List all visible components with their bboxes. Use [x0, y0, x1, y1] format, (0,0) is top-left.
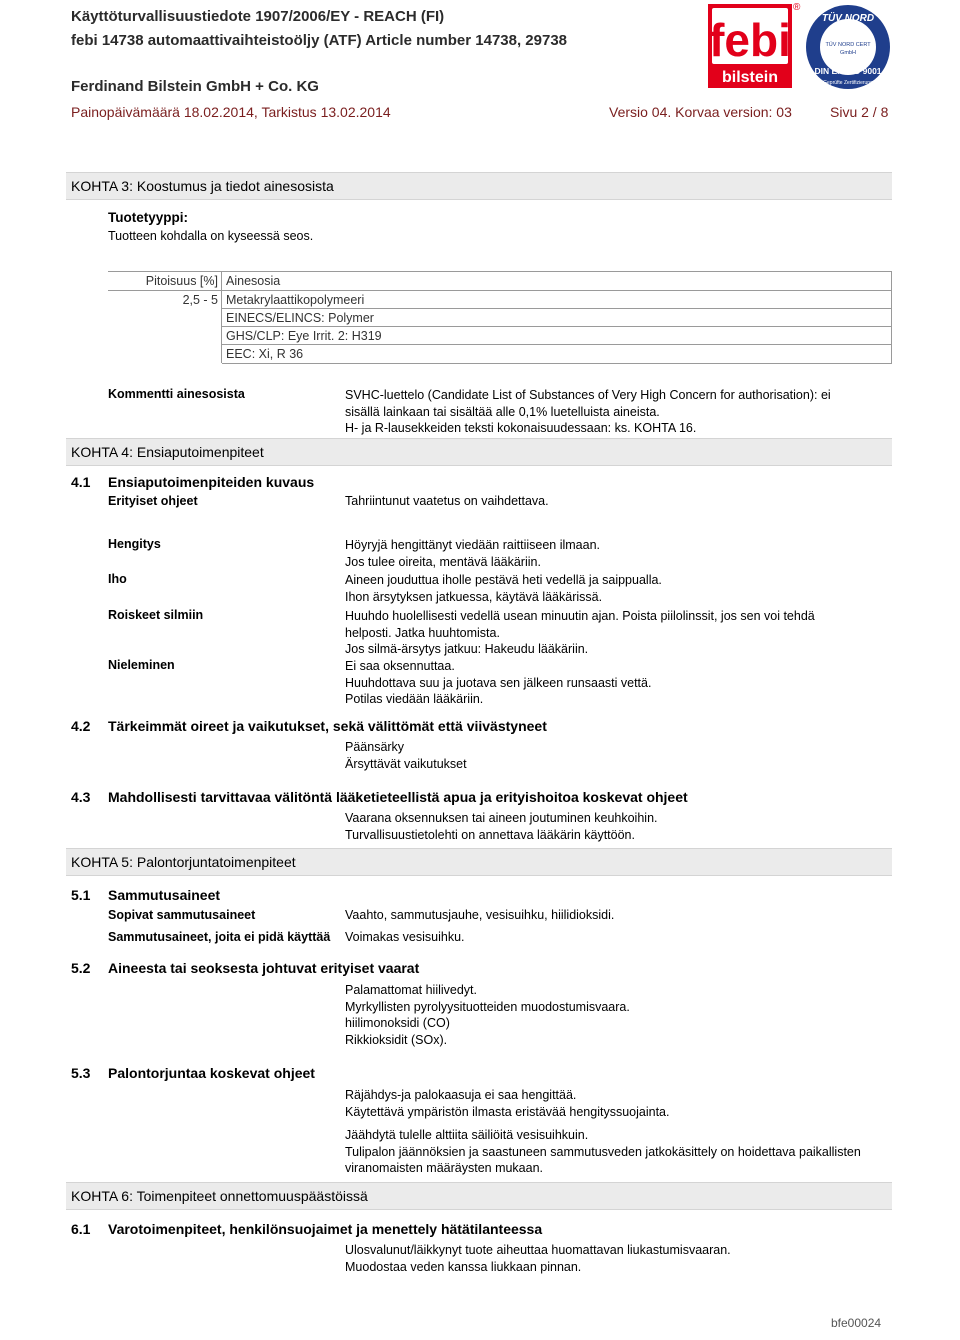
breathing-text: Höyryjä hengittänyt viedään raittiiseen ilmaan. Jos tulee oireita, mentävä lääkäriin.: [345, 538, 600, 569]
s41-number: 4.1: [71, 474, 91, 490]
s61-number: 6.1: [71, 1221, 91, 1237]
s43-number: 4.3: [71, 789, 91, 805]
s53-text-a: Räjähdys-ja palokaasuja ei saa hengittää. Käytettävä ympäristön ilmasta eristävää hengityssuojainta.: [345, 1088, 670, 1119]
product-title: febi 14738 automaattivaihteistoöljy (ATF) Article number 14738, 29738: [71, 32, 568, 49]
s42-title: Tärkeimmät oireet ja vaikutukset, sekä välittömät että viivästyneet: [108, 718, 547, 734]
tuv-cert-text: TÜV NORD CERT: [825, 42, 871, 48]
comment-text: SVHC-luettelo (Candidate List of Substances of Very High Concern for authorisation): ei sisällä lainkaan tai sisältää alle 0,1% luetelluista aineista. H- ja R-lausekkeiden teksti kokonaisuudessaan: ks. KOHTA 16.: [345, 388, 831, 435]
febi-bilstein-logo: [708, 4, 792, 88]
product-type-label: Tuotetyyppi:: [108, 210, 188, 225]
s42-number: 4.2: [71, 718, 91, 734]
table-header-concentration: Pitoisuus [%]: [145, 274, 218, 288]
s51-title: Sammutusaineet: [108, 887, 221, 903]
skin-label: Iho: [108, 572, 127, 586]
table-cell-eec: EEC: Xi, R 36: [226, 347, 304, 361]
s61-text: Ulosvalunut/läikkynyt tuote aiheuttaa huomattavan liukastumisvaaran. Muodostaa veden kanssa liukkaan pinnan.: [345, 1243, 731, 1274]
bilstein-logo-text: bilstein: [721, 69, 779, 86]
skin-text: Aineen jouduttua iholle pestävä heti vedellä ja saippualla. Ihon ärsytyksen jatkuessa, käytävä lääkärissä.: [345, 573, 662, 604]
tuv-nord-seal: [805, 4, 891, 90]
s52-text: Palamattomat hiilivedyt. Myrkyllisten pyrolyysituotteiden muodostumisvaara. hiilimonoksidi (CO) Rikkioksidit (SOx).: [345, 983, 630, 1047]
comment-label: Kommentti ainesosista: [108, 387, 245, 401]
tuv-gmbh-text: GmbH: [840, 50, 856, 56]
special-text: Tahriintunut vaatetus on vaihdettava.: [345, 494, 549, 508]
s52-title: Aineesta tai seoksesta johtuvat erityiset vaarat: [108, 960, 420, 976]
section5-heading: KOHTA 5: Palontorjuntatoimenpiteet: [66, 848, 892, 876]
s43-text: Vaarana oksennuksen tai aineen joutuminen keuhkoihin. Turvallisuustietolehti on annettava lääkärin käyttöön.: [345, 811, 658, 842]
registered-mark: ®: [793, 2, 801, 13]
product-type-text: Tuotteen kohdalla on kyseessä seos.: [108, 229, 314, 243]
s52-number: 5.2: [71, 960, 91, 976]
table-cell-substance: Metakrylaattikopolymeeri: [226, 293, 365, 307]
breathing-label: Hengitys: [108, 537, 161, 551]
tuv-top-text: TÜV NORD: [821, 13, 875, 24]
tuv-bottom-text: Geprüfte Zertifizierung: [823, 80, 873, 86]
section3-heading: KOHTA 3: Koostumus ja tiedot ainesosista: [66, 172, 892, 200]
suitable-label: Sopivat sammutusaineet: [108, 908, 256, 922]
s53-text-b: Jäähdytä tulelle alttiita säiliöitä vesisuihkuin. Tulipalon jäännöksien ja saastuneen sammutusveden jatkokäsittely on hoidettava paikallisten viranomaisten määräysten mukaan.: [345, 1128, 861, 1175]
section6-heading: KOHTA 6: Toimenpiteet onnettomuuspäästöissä: [66, 1182, 892, 1210]
table-cell-ghs: GHS/CLP: Eye Irrit. 2: H319: [226, 329, 382, 343]
company-name: Ferdinand Bilstein GmbH + Co. KG: [71, 78, 319, 95]
s53-title: Palontorjuntaa koskevat ohjeet: [108, 1065, 315, 1081]
s51-number: 5.1: [71, 887, 91, 903]
unsuitable-label: Sammutusaineet, joita ei pidä käyttää: [108, 930, 331, 944]
table-header-ingredients: Ainesosia: [226, 274, 281, 288]
suitable-text: Vaahto, sammutusjauhe, vesisuihku, hiilidioksidi.: [345, 908, 615, 922]
eyes-label: Roiskeet silmiin: [108, 608, 204, 622]
s43-title: Mahdollisesti tarvittavaa välitöntä lääketieteellistä apua ja erityishoitoa koskevat ohjeet: [108, 789, 688, 805]
ingestion-text: Ei saa oksennuttaa. Huuhdottava suu ja juotava sen jälkeen runsaasti vettä. Potilas viedään lääkäriin.: [345, 659, 652, 706]
eyes-text: Huuhdo huolellisesti vedellä usean minuutin ajan. Poista piilolinssit, jos sen voi tehdä helposti. Jatka huuhtomista. Jos silmä-ärsytys jatkuu: Hakeudu lääkäriin.: [345, 609, 815, 656]
unsuitable-text: Voimakas vesisuihku.: [345, 930, 465, 944]
s42-text: Päänsärky Ärsyttävät vaikutukset: [345, 740, 467, 771]
section4-heading: KOHTA 4: Ensiaputoimenpiteet: [66, 438, 892, 466]
s41-title: Ensiaputoimenpiteiden kuvaus: [108, 474, 315, 490]
s61-title: Varotoimenpiteet, henkilönsuojaimet ja menettely hätätilanteessa: [108, 1221, 543, 1237]
table-cell-concentration: 2,5 - 5: [182, 293, 218, 307]
s53-number: 5.3: [71, 1065, 91, 1081]
version-info: Versio 04. Korvaa version: 03: [609, 104, 792, 120]
document-title: Käyttöturvallisuustiedote 1907/2006/EY - REACH (FI): [71, 8, 445, 25]
table-cell-einecs: EINECS/ELINCS: Polymer: [226, 311, 374, 325]
febi-logo-text: febi: [709, 14, 791, 66]
print-date: Painopäivämäärä 18.02.2014, Tarkistus 13.02.2014: [71, 104, 391, 120]
tuv-iso-text: DIN EN ISO 9001: [814, 66, 882, 76]
special-label: Erityiset ohjeet: [108, 494, 198, 508]
footer-code: bfe00024: [831, 1316, 882, 1330]
ingestion-label: Nieleminen: [108, 658, 175, 672]
page-number: Sivu 2 / 8: [830, 104, 889, 120]
